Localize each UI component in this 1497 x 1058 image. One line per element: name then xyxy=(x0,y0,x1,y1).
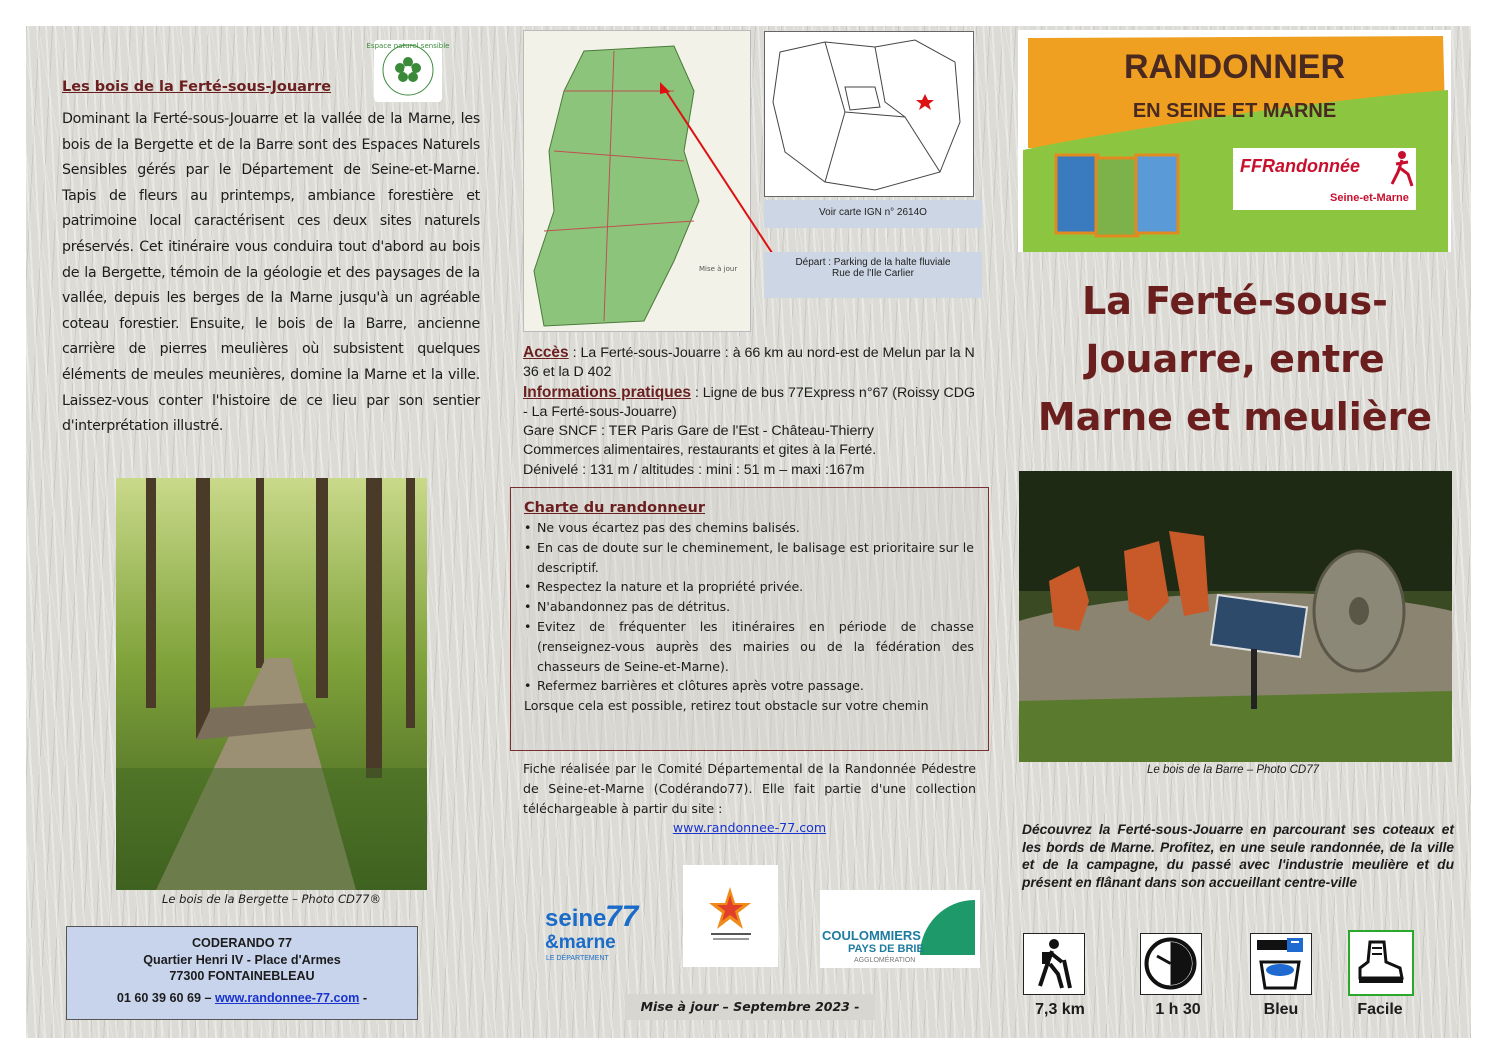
hiker-icon-box xyxy=(1023,933,1085,995)
fiche-text: Fiche réalisée par le Comité Départemental de la Randonnée Pédestre de Seine-et-Marne (Codérando77). Elle fait partie d'une collection téléchargeable à partir du site : xyxy=(523,761,976,816)
hiker-icon xyxy=(1024,934,1083,993)
clock-icon-box xyxy=(1140,933,1202,995)
boot-icon xyxy=(1350,932,1411,993)
section-title: Les bois de la Ferté-sous-Jouarre xyxy=(62,79,332,95)
tourism-logo xyxy=(683,865,778,967)
commerces-text: Commerces alimentaires, restaurants et gites à la Ferté. xyxy=(523,442,877,459)
banner-line1: RANDONNER xyxy=(1124,48,1345,86)
acces-label: Accès xyxy=(523,344,569,361)
duration-label: 1 h 30 xyxy=(1155,1001,1201,1018)
depart-line2: Rue de l'Ile Carlier xyxy=(832,268,914,279)
charte-item: • Refermez barrières et clôtures après votre passage. xyxy=(524,676,974,696)
coulommiers-line1: COULOMMIERS xyxy=(822,928,921,943)
coulommiers-line3: AGGLOMÉRATION xyxy=(854,957,916,964)
randonner-banner xyxy=(1018,30,1451,252)
seine-logo-number: 77 xyxy=(605,900,639,933)
charte-box xyxy=(510,487,989,751)
ffr-region: Seine-et-Marne xyxy=(1330,192,1409,204)
intro-paragraph: Dominant la Ferté-sous-Jouarre et la vallée de la Marne, les bois de la Bergette et de la Barre sont des Espaces Naturels Sensibles gérés par le Département de Seine-et-Marne. Tapis de fleurs au printemps, ambiance forestière et patrimoine local caractérisent ces deux sites naturels préservés. Cet itinéraire vous conduira tout d'abord au bois de la Bergette, témoin de la géologie et des paysages de la vallée, depuis les berges de la Marne jusqu'à un agréable coteau forestier. Ensuite, le bois de la Barre, ancienne carrière de pierres meulières où subsistent quelques éléments de meules meunières, domine la Marne et la ville. Laissez-vous conter l'histoire de ce lieu par son sentier d'interprétation illustré. xyxy=(62,111,480,435)
ens-logo xyxy=(366,40,450,102)
fiche-credit xyxy=(523,759,976,838)
seine-marne-logo xyxy=(543,898,645,968)
contact-address1: Quartier Henri IV - Place d'Armes xyxy=(143,952,341,967)
seine-logo-line2: &marne xyxy=(545,932,616,953)
fiche-website-link[interactable]: www.randonnee-77.com xyxy=(672,820,827,836)
difficulty-label: Facile xyxy=(1357,1001,1403,1018)
update-date: Mise à jour – Septembre 2023 - xyxy=(625,994,875,1020)
contact-name: CODERANDO 77 xyxy=(191,936,293,950)
denivele-text: Dénivelé : 131 m / altitudes : mini : 51 m – maxi :167m xyxy=(523,461,865,478)
contact-phone: 01 60 39 60 69 – xyxy=(116,990,212,1005)
distance-label: 7,3 km xyxy=(1035,1001,1085,1018)
acces-text: : La Ferté-sous-Jouarre : à 66 km au nord-est de Melun par la N 36 et la D 402 xyxy=(523,345,975,381)
paint-marker-icon xyxy=(1251,934,1310,993)
ens-logo-text: Espace naturel sensible xyxy=(366,42,450,50)
barre-photo xyxy=(1019,471,1452,762)
page-title: La Ferté-sous-Jouarre, entre Marne et meulière xyxy=(1037,279,1433,439)
bergette-photo xyxy=(116,478,427,890)
charte-item: • Ne vous écartez pas des chemins balisés. xyxy=(524,518,974,538)
ign-note: Voir carte IGN n° 2614O xyxy=(764,200,982,228)
clock-icon xyxy=(1141,934,1200,993)
acces-row xyxy=(523,343,983,383)
charte-title: Charte du randonneur xyxy=(524,500,706,516)
infos-row xyxy=(523,383,983,423)
charte-item: • En cas de doute sur le cheminement, le balisage est prioritaire sur le descriptif. xyxy=(524,538,974,578)
coulommiers-logo xyxy=(820,890,980,968)
bergette-caption: Le bois de la Bergette – Photo CD77® xyxy=(162,892,381,906)
contact-line xyxy=(67,990,417,1007)
contact-address2: 77300 FONTAINEBLEAU xyxy=(169,969,315,983)
seine-logo-line1: seine xyxy=(545,905,607,932)
charte-item: • Evitez de fréquenter les itinéraires en période de chasse (renseignez-vous auprès des mairies ou de la fédération des chasseurs de Seine-et-Marne). xyxy=(524,617,974,676)
svg-text:Mise à jour: Mise à jour xyxy=(699,265,738,273)
depart-line1: Départ : Parking de la halte fluviale xyxy=(795,257,951,268)
ffr-walker-icon xyxy=(1390,150,1414,188)
barre-caption: Le bois de la Barre – Photo CD77 xyxy=(1147,764,1319,776)
contact-suffix: - xyxy=(362,990,368,1005)
contact-box xyxy=(66,926,418,1020)
charte-item: • N'abandonnez pas de détritus. xyxy=(524,597,974,617)
ffr-brand: FFRandonnée xyxy=(1240,156,1360,176)
contact-website-link[interactable]: www.randonnee-77.com xyxy=(214,990,360,1005)
gare-text: Gare SNCF : TER Paris Gare de l'Est - Château-Thierry xyxy=(523,423,874,440)
discover-text: Découvrez la Ferté-sous-Jouarre en parcourant ses coteaux et les bords de Marne. Profitez, en une seule randonnée, de la ville et de la campagne, du passé avec l'industrie meulière et du présent en flânant dans son accueillant centre-ville xyxy=(1022,822,1454,890)
marker-icon-box xyxy=(1250,933,1312,995)
depart-box xyxy=(764,252,982,298)
seine-logo-line3: LE DÉPARTEMENT xyxy=(546,955,609,962)
color-label: Bleu xyxy=(1263,1001,1299,1018)
infos-label: Informations pratiques xyxy=(523,383,691,401)
idf-map xyxy=(764,31,974,197)
charte-item: • Respectez la nature et la propriété privée. xyxy=(524,577,974,597)
infos-text: : Ligne de bus 77Express n°67 (Roissy CDG - La Ferté-sous-Jouarre) xyxy=(523,384,975,420)
coulommiers-line2: PAYS DE BRIE xyxy=(848,943,924,955)
charte-footer: Lorsque cela est possible, retirez tout obstacle sur votre chemin xyxy=(524,698,929,714)
boot-icon-box xyxy=(1348,930,1414,996)
charte-list xyxy=(524,518,974,696)
access-info xyxy=(523,343,983,480)
banner-line2: EN SEINE ET MARNE xyxy=(1132,100,1337,122)
